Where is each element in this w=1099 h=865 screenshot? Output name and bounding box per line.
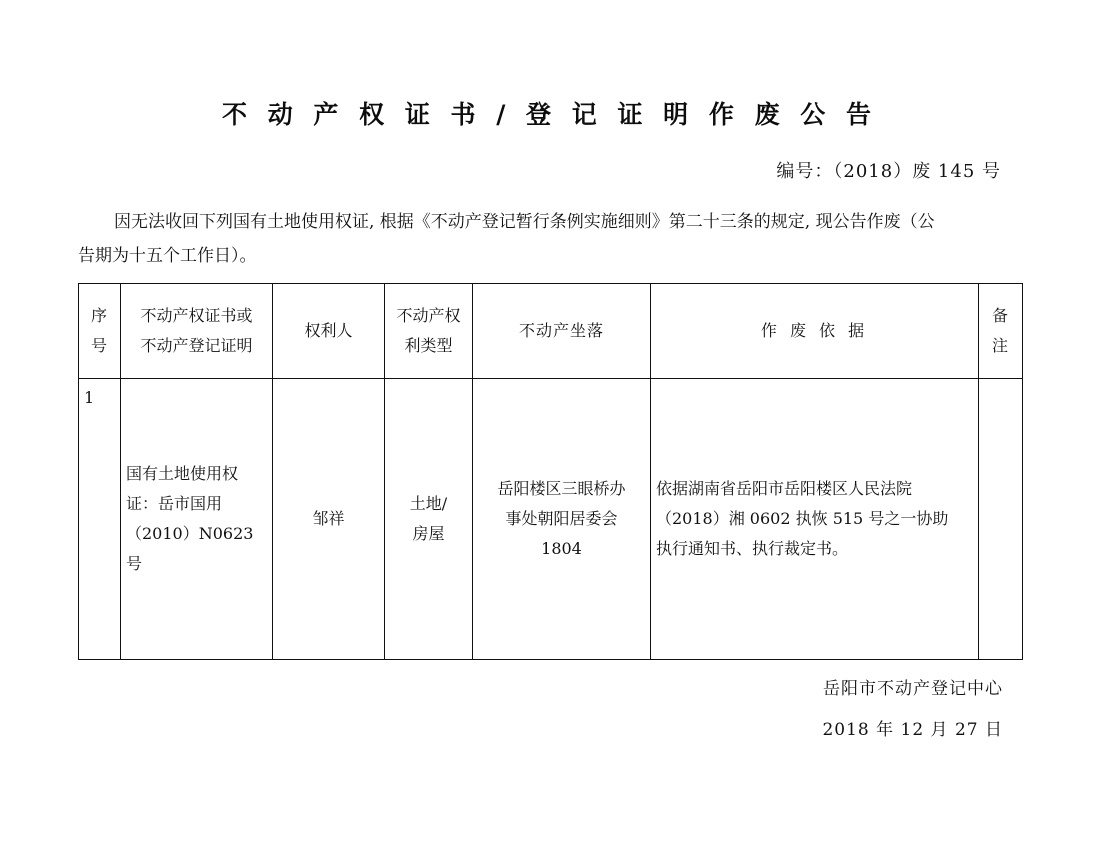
column-header-property-type-line2: 利类型: [404, 336, 453, 355]
void-notice-table: [78, 283, 1023, 660]
column-header-remark: [979, 284, 1023, 379]
cell-location-line2: 事处朝阳居委会: [505, 509, 618, 528]
cell-basis-line1: 依据湖南省岳阳市岳阳楼区人民法院: [656, 479, 913, 498]
cell-basis-line3: 执行通知书、执行裁定书。: [656, 539, 849, 558]
intro-line-2: 告期为十五个工作日）。: [78, 246, 257, 266]
cell-location-line3: 1804: [541, 539, 582, 558]
column-header-seq-line1: 序: [90, 306, 108, 325]
document-number-value: （2018）废 145 号: [833, 161, 1001, 182]
cell-seq: 1: [79, 379, 121, 660]
column-header-seq-line2: 号: [90, 336, 108, 355]
column-header-certificate-line2: 不动产登记证明: [140, 336, 253, 355]
column-header-certificate: [121, 284, 273, 379]
page-title: 不 动 产 权 证 书 / 登 记 证 明 作 废 公 告: [222, 100, 877, 129]
cell-certificate-line2: 证：岳市国用: [126, 494, 223, 513]
column-header-property-type: [385, 284, 473, 379]
table-body: [79, 379, 1023, 660]
cell-location: [473, 379, 651, 660]
cell-property-type: [385, 379, 473, 660]
table-row: [79, 379, 1023, 660]
intro-line-1: 因无法收回下列国有土地使用权证, 根据《不动产登记暂行条例实施细则》第二十三条的规定, 现公告作废（公: [114, 212, 935, 232]
cell-basis-line2: （2018）湘 0602 执恢 515 号之一协助: [656, 509, 949, 528]
document-number: [0, 157, 1099, 183]
column-header-certificate-line1: 不动产权证书或: [140, 306, 253, 325]
column-header-location: 不动产坐落: [473, 284, 651, 379]
cell-basis: [651, 379, 979, 660]
column-header-basis: 作 废 依 据: [651, 284, 979, 379]
table-header: [79, 284, 1023, 379]
column-header-remark-line2: 注: [991, 336, 1009, 355]
cell-owner: 邹祥: [273, 379, 385, 660]
issue-date: 2018 年 12 月 27 日: [822, 720, 1003, 740]
column-header-seq: [79, 284, 121, 379]
cell-certificate-line3: （2010）N0623 号: [126, 524, 254, 573]
cell-certificate-line1: 国有土地使用权: [126, 464, 239, 483]
table-header-row: [79, 284, 1023, 379]
cell-certificate: [121, 379, 273, 660]
cell-property-type-line2: 房屋: [412, 524, 445, 543]
document-number-label: 编号：: [776, 161, 834, 182]
issuing-organization: 岳阳市不动产登记中心: [823, 679, 1003, 699]
column-header-remark-line1: 备: [991, 306, 1009, 325]
intro-paragraph: [0, 205, 1099, 273]
cell-property-type-line1: 土地/: [409, 494, 448, 513]
cell-remark: [979, 379, 1023, 660]
cell-location-line1: 岳阳楼区三眼桥办: [497, 479, 626, 498]
column-header-owner: 权利人: [273, 284, 385, 379]
column-header-property-type-line1: 不动产权: [396, 306, 461, 325]
document-page: [0, 95, 1099, 865]
